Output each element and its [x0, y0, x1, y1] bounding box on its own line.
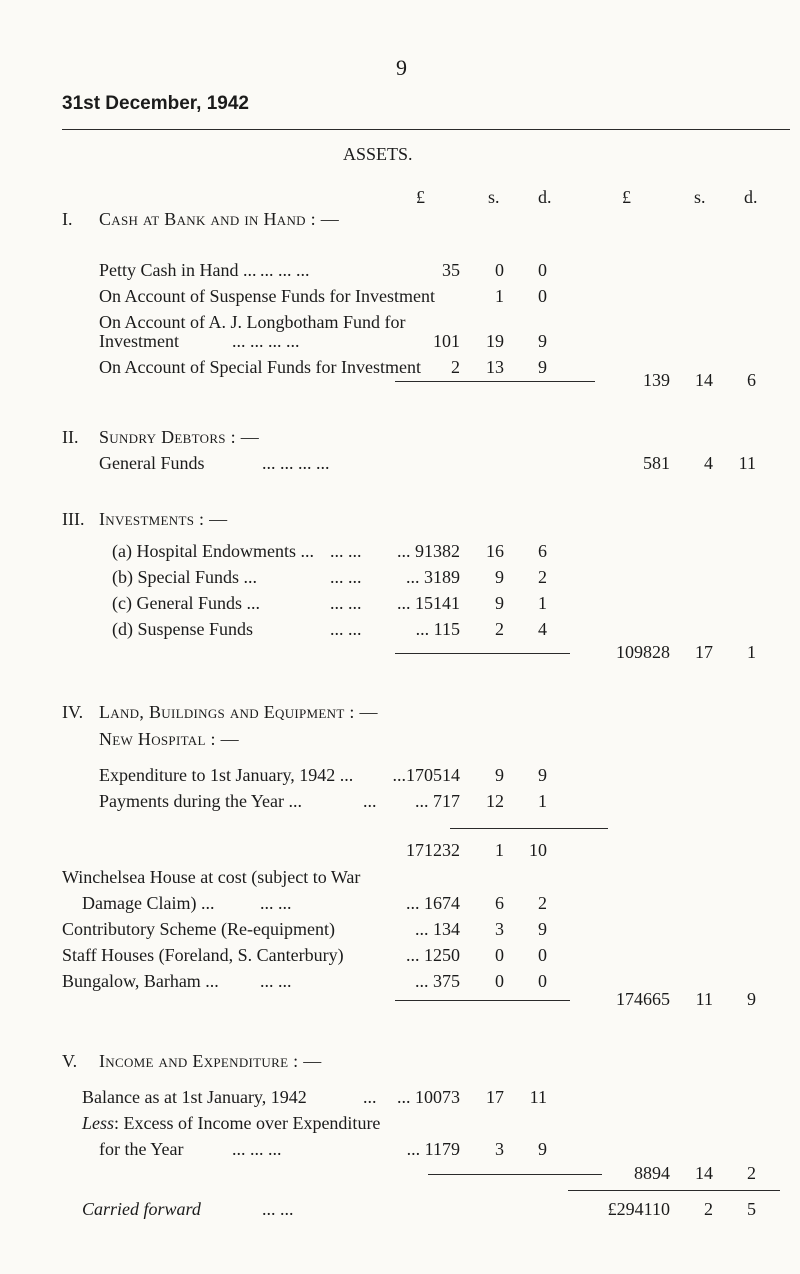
row-label: Staff Houses (Foreland, S. Canterbury)	[62, 945, 344, 965]
carried-forward-pence: 5	[747, 1199, 756, 1219]
page-number: 9	[396, 55, 407, 80]
leader-dots: ... ...	[330, 619, 362, 639]
section-number: II.	[62, 427, 79, 447]
col-header-pounds-1: £	[416, 187, 425, 207]
leader-dots: ... ... ... ...	[232, 331, 300, 351]
col-header-shillings-2: s.	[694, 187, 706, 207]
amount-pence: 9	[538, 357, 547, 377]
section-total-shillings: 11	[695, 989, 713, 1009]
amount-pence: 2	[538, 567, 547, 587]
amount-pence: 0	[538, 260, 547, 280]
leader-dots: ... ... ... ...	[262, 453, 330, 473]
row-label: Payments during the Year ...	[99, 791, 302, 811]
amount-shillings: 9	[495, 765, 504, 785]
amount-pence: 1	[538, 791, 547, 811]
section-number: III.	[62, 509, 85, 529]
leader-dots: ...	[363, 791, 377, 811]
subtotal-rule	[428, 1174, 602, 1175]
amount-pounds: ... 1179	[406, 1139, 460, 1159]
amount-shillings: 0	[495, 971, 504, 991]
row-label: On Account of Suspense Funds for Investment	[99, 286, 435, 306]
row-label: (d) Suspense Funds	[112, 619, 254, 639]
amount-pounds: ... 375	[415, 971, 460, 991]
amount-pounds: ... 134	[415, 919, 460, 939]
row-label: (c) General Funds ...	[112, 593, 260, 613]
section-total-pounds: 8894	[634, 1163, 670, 1183]
amount-shillings: 6	[495, 893, 504, 913]
amount-pence: 0	[538, 945, 547, 965]
amount-pounds: ... 91382	[397, 541, 460, 561]
amount-pounds: ... 115	[415, 619, 460, 639]
amount-pounds: 2	[451, 357, 460, 377]
amount-pounds: ...170514	[392, 765, 460, 785]
amount-shillings: 9	[495, 593, 504, 613]
subtotal-rule	[395, 653, 570, 654]
section-total-pounds: 581	[643, 453, 670, 473]
amount-pounds: 101	[433, 331, 460, 351]
leader-dots: ...	[363, 1087, 377, 1107]
row-label: (b) Special Funds ...	[112, 567, 257, 587]
section-total-pounds: 174665	[616, 989, 670, 1009]
amount-pounds: ... 717	[415, 791, 460, 811]
amount-pence: 1	[538, 593, 547, 613]
row-label	[82, 1113, 380, 1134]
section-total-shillings: 17	[695, 642, 713, 662]
date-heading: 31st December, 1942	[62, 93, 249, 114]
section-total-shillings: 14	[695, 1163, 713, 1183]
col-header-pence-2: d.	[744, 187, 758, 207]
row-label-continued: for the Year	[99, 1139, 184, 1159]
amount-pence: 9	[538, 919, 547, 939]
leader-dots: ... ...	[260, 893, 292, 913]
section-heading: Income and Expenditure : —	[99, 1051, 322, 1071]
leader-dots: ... ...	[330, 567, 362, 587]
row-label-continued: Damage Claim) ...	[82, 893, 215, 913]
section-heading: Investments : —	[99, 509, 228, 529]
subtotal-pounds: 171232	[406, 840, 460, 860]
amount-pence: 0	[538, 971, 547, 991]
row-label: On Account of Special Funds for Investment	[99, 357, 421, 377]
amount-pence: 9	[538, 331, 547, 351]
amount-shillings: 2	[495, 619, 504, 639]
amount-pence: 6	[538, 541, 547, 561]
leader-dots: ... ...	[330, 541, 362, 561]
less-label: Less	[82, 1113, 115, 1133]
total-rule	[568, 1190, 780, 1191]
row-label: On Account of A. J. Longbotham Fund for	[99, 312, 406, 332]
carried-forward-pounds: £294110	[607, 1199, 670, 1219]
row-label-text: : Excess of Income over Expenditure	[114, 1113, 381, 1133]
section-total-shillings: 4	[704, 453, 713, 473]
section-heading: Sundry Debtors : —	[99, 427, 260, 447]
row-label: Expenditure to 1st January, 1942 ...	[99, 765, 354, 785]
section-total-pence: 9	[747, 989, 756, 1009]
subtotal-pence: 10	[529, 840, 547, 860]
leader-dots: ... ...	[262, 1199, 294, 1219]
section-heading: Cash at Bank and in Hand : —	[99, 209, 340, 229]
amount-pounds: 35	[442, 260, 460, 280]
subtotal-shillings: 1	[495, 840, 504, 860]
subtotal-rule	[450, 828, 608, 829]
amount-pence: 9	[538, 765, 547, 785]
row-label: Petty Cash in Hand ...	[99, 260, 257, 280]
leader-dots: ... ...	[260, 971, 292, 991]
row-label-continued: Investment	[99, 331, 179, 351]
amount-pounds: ... 15141	[397, 593, 460, 613]
carried-forward-shillings: 2	[704, 1199, 713, 1219]
amount-pounds: ... 10073	[397, 1087, 460, 1107]
row-label: (a) Hospital Endowments ...	[112, 541, 314, 561]
carried-forward-label: Carried forward	[82, 1199, 201, 1219]
section-total-pence: 6	[747, 370, 756, 390]
amount-shillings: 1	[495, 286, 504, 306]
amount-shillings: 12	[486, 791, 504, 811]
section-total-pounds: 139	[643, 370, 670, 390]
section-subheading: New Hospital : —	[99, 729, 239, 749]
amount-shillings: 0	[495, 945, 504, 965]
amount-shillings: 16	[486, 541, 504, 561]
row-label: Winchelsea House at cost (subject to War	[62, 867, 361, 887]
page-title: ASSETS.	[343, 144, 413, 164]
header-rule	[62, 129, 790, 130]
amount-pounds: ... 1250	[406, 945, 460, 965]
amount-shillings: 3	[495, 919, 504, 939]
amount-pounds: ... 1674	[406, 893, 460, 913]
row-label: General Funds	[99, 453, 205, 473]
amount-pence: 2	[538, 893, 547, 913]
amount-shillings: 17	[486, 1087, 504, 1107]
section-total-pence: 1	[747, 642, 756, 662]
amount-shillings: 0	[495, 260, 504, 280]
leader-dots: ... ... ...	[232, 1139, 282, 1159]
subtotal-rule	[395, 381, 595, 382]
section-total-pence: 11	[738, 453, 756, 473]
section-total-shillings: 14	[695, 370, 713, 390]
section-heading: Land, Buildings and Equipment : —	[99, 702, 378, 722]
section-number: V.	[62, 1051, 78, 1071]
row-label: Bungalow, Barham ...	[62, 971, 219, 991]
amount-shillings: 19	[486, 331, 504, 351]
subtotal-rule	[395, 1000, 570, 1001]
leader-dots: ... ...	[330, 593, 362, 613]
col-header-shillings-1: s.	[488, 187, 500, 207]
amount-pounds: ... 3189	[406, 567, 460, 587]
row-label: Balance as at 1st January, 1942	[82, 1087, 307, 1107]
amount-pence: 9	[538, 1139, 547, 1159]
section-number: IV.	[62, 702, 84, 722]
amount-shillings: 13	[486, 357, 504, 377]
amount-pence: 4	[538, 619, 547, 639]
col-header-pence-1: d.	[538, 187, 552, 207]
section-number: I.	[62, 209, 73, 229]
col-header-pounds-2: £	[622, 187, 631, 207]
amount-pence: 0	[538, 286, 547, 306]
section-total-pence: 2	[747, 1163, 756, 1183]
leader-dots: ... ... ...	[260, 260, 310, 280]
row-label: Contributory Scheme (Re-equipment)	[62, 919, 335, 939]
amount-shillings: 3	[495, 1139, 504, 1159]
section-total-pounds: 109828	[616, 642, 670, 662]
amount-shillings: 9	[495, 567, 504, 587]
amount-pence: 11	[529, 1087, 547, 1107]
